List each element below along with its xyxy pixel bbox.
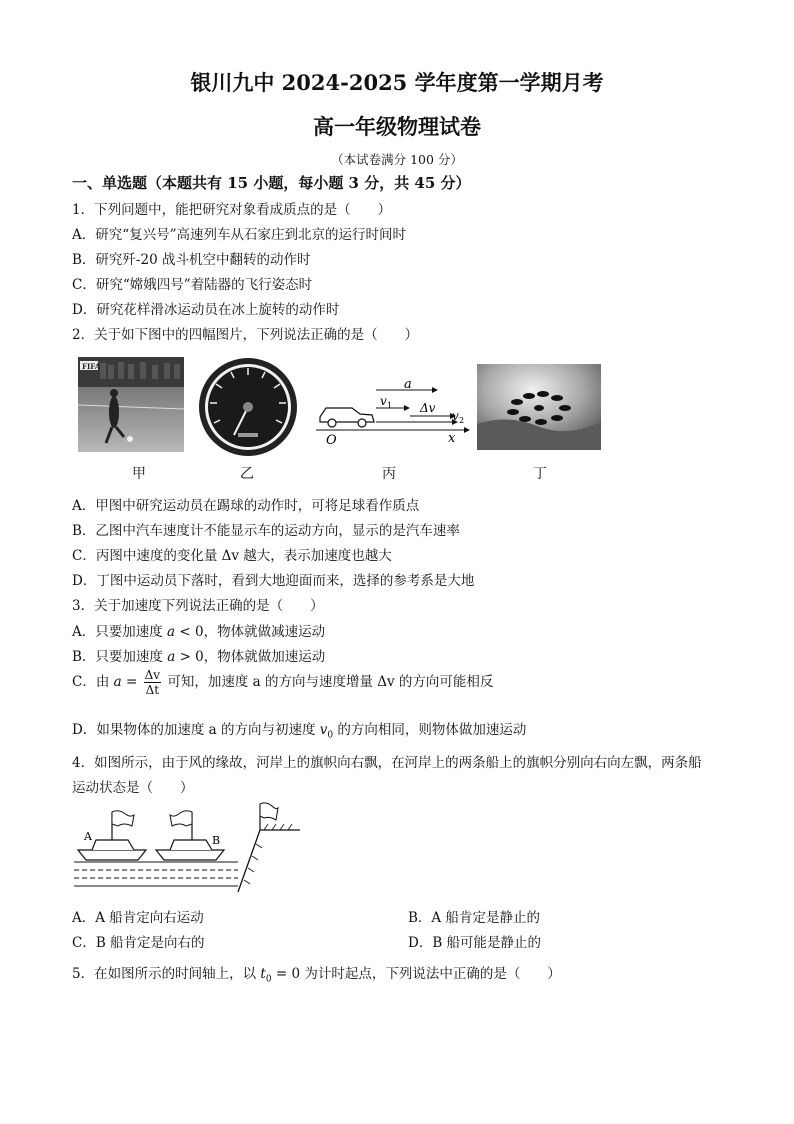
label-origin: O xyxy=(326,433,337,448)
car-icon xyxy=(320,408,374,427)
q4-option-c: C．B 船肯定是向右的 xyxy=(72,935,205,951)
q2-option-c: C．丙图中速度的变化量 Δv 越大，表示加速度也越大 xyxy=(72,548,392,564)
q1-option-b: B．研究歼-20 战斗机空中翻转的动作时 xyxy=(72,252,311,268)
label-dv: Δv xyxy=(420,401,436,415)
fig-label-yi: 乙 xyxy=(240,466,254,482)
exam-title: 银川九中 2024-2025 学年度第一学期月考 xyxy=(190,70,604,95)
boat-a-label: A xyxy=(84,830,92,843)
label-a: a xyxy=(404,377,412,392)
section-title: 一、单选题（本题共有 15 小题，每小题 3 分，共 45 分） xyxy=(72,174,471,192)
q1-option-c: C．研究“嫦娥四号”着陆器的飞行姿态时 xyxy=(72,277,313,293)
label-v2-sub: 2 xyxy=(459,416,465,425)
q2-photo-football xyxy=(78,357,184,452)
label-x: x xyxy=(448,431,456,446)
q2-option-d: D．丁图中运动员下落时，看到大地迎面而来，选择的参考系是大地 xyxy=(72,573,475,589)
q2-photo-skydivers xyxy=(477,364,601,450)
q3-option-c: C．由 a = $\frac{\Delta v}{\Delta t}$ 可知，加速度 a 的方向与速度增量 Δv 的方向可能相反 xyxy=(72,668,494,697)
q3-option-a: A．只要加速度 a < 0，物体就做减速运动 xyxy=(72,624,326,640)
fig-label-bing: 丙 xyxy=(382,466,396,482)
q2-stem: 2．关于如下图中的四幅图片，下列说法正确的是（ ） xyxy=(72,327,419,343)
fraction-dv-dt: $\frac{\Delta v}{\Delta t}$ xyxy=(144,668,161,697)
label-v1: v xyxy=(380,394,387,408)
q4-option-b: B．A 船肯定是静止的 xyxy=(408,910,540,926)
q4-option-d: D．B 船可能是静止的 xyxy=(408,935,542,951)
q5-stem: 5．在如图所示的时间轴上，以 $t_0 = 0$ 为计时起点，下列说法中正确的是（ ） xyxy=(72,966,561,985)
q4-option-a: A．A 船肯定向右运动 xyxy=(72,910,204,926)
q4-stem-line2: 运动状态是（ ） xyxy=(72,780,194,796)
q3-option-b: B．只要加速度 a > 0，物体就做加速运动 xyxy=(72,649,326,665)
exam-subtitle: 高一年级物理试卷 xyxy=(313,114,481,139)
q4-boats-diagram xyxy=(72,800,304,896)
q3-stem: 3．关于加速度下列说法正确的是（ ） xyxy=(72,598,324,614)
label-v2: v xyxy=(452,409,459,423)
fig-label-ding: 丁 xyxy=(533,466,547,482)
q2-option-a: A．甲图中研究运动员在踢球的动作时，可将足球看作质点 xyxy=(72,498,420,514)
fig-label-jia: 甲 xyxy=(132,466,146,482)
q3-option-d: D．如果物体的加速度 a 的方向与初速度 $v_0$ 的方向相同，则物体做加速运动 xyxy=(72,722,527,741)
q1-option-d: D．研究花样滑冰运动员在冰上旋转的动作时 xyxy=(72,302,340,318)
score-note: （本试卷满分 100 分） xyxy=(331,152,463,167)
q1-option-a: A．研究“复兴号”高速列车从石家庄到北京的运行时间时 xyxy=(72,227,407,243)
q1-stem: 1．下列问题中，能把研究对象看成质点的是（ ） xyxy=(72,202,392,218)
fifa-sign: FIFA xyxy=(82,362,101,371)
q2-option-b: B．乙图中汽车速度计不能显示车的运动方向，显示的是汽车速率 xyxy=(72,523,460,539)
label-v1-sub: 1 xyxy=(387,401,393,410)
q2-speedometer xyxy=(194,357,302,457)
boat-b-label: B xyxy=(212,834,221,847)
q2-car-diagram xyxy=(312,372,472,454)
q4-stem-line1: 4．如图所示，由于风的缘故，河岸上的旗帜向右飘，在河岸上的两条船上的旗帜分别向右向左飘，两条船 xyxy=(72,755,702,771)
